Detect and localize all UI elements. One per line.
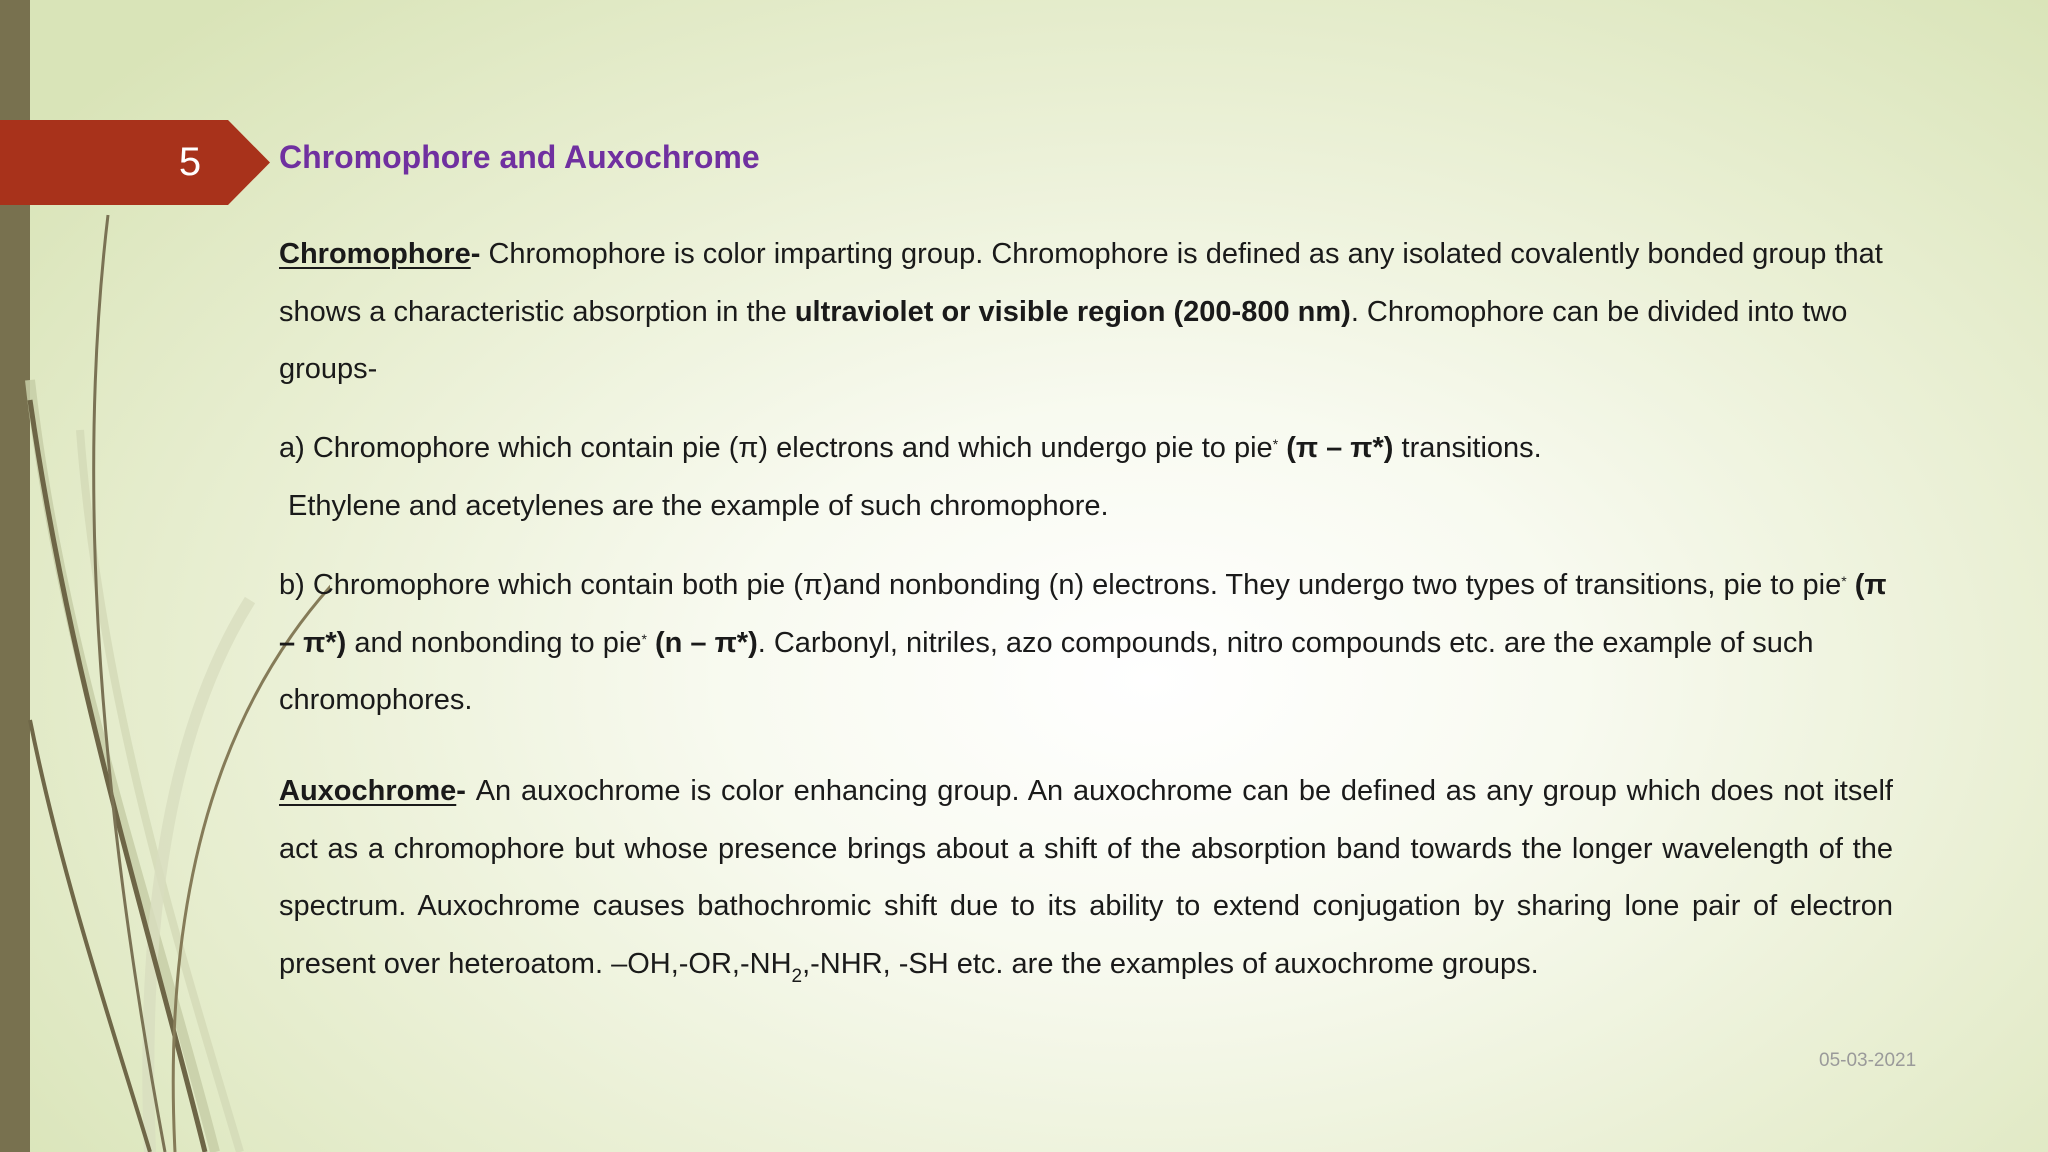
curve-dark-4 <box>30 720 150 1152</box>
auxochrome-term: Auxochrome- <box>279 775 476 807</box>
auxochrome-paragraph: Auxochrome- An auxochrome is color enhancing group. An auxochrome can be defined as any group which does not itself act as a chromophore but whose presence brings about a shift of the absorption band towards the longer wavelength of the spectrum. Auxochrome causes bathochromic shift due to its ability to extend conjugation by sharing lone pair of electron present over heteroatom. $-OH,-OR,-NH_2$,-NHR, -SH etc. are the examples of auxochrome groups. <box>279 775 1893 987</box>
slide-title: Chromophore and Auxochrome <box>279 139 760 175</box>
chromophore-term: Chromophore- <box>279 238 489 270</box>
chromophore-group-a: a) Chromophore which contain pie (π) electrons and which undergo pie to pie* (π – π*) transitions. <box>279 432 1542 464</box>
group-a-example: Ethylene and acetylenes are the example of such chromophore. <box>288 490 1109 522</box>
curve-light-3 <box>148 600 250 1152</box>
slide-date: 05-03-2021 <box>1819 1050 1917 1071</box>
slide-number: 5 <box>178 140 202 184</box>
uv-visible-region: ultraviolet or visible region (200-800 nm) <box>794 295 1351 328</box>
chromophore-paragraph: Chromophore- Chromophore is color imparting group. Chromophore is defined as any isolated covalently bonded group that shows a characteristic absorption in the ultraviolet or visible region (200-800 nm). Chromophore can be divided into two groups- <box>279 238 1883 385</box>
chromophore-group-b: b) Chromophore which contain both pie (π)and nonbonding (n) electrons. They undergo two types of transitions, pie to pie* (π – π*) and nonbonding to pie* (n – π*). Carbonyl, nitriles, azo compounds, nitro compounds etc. are the example of such chromophores. <box>279 569 1887 716</box>
